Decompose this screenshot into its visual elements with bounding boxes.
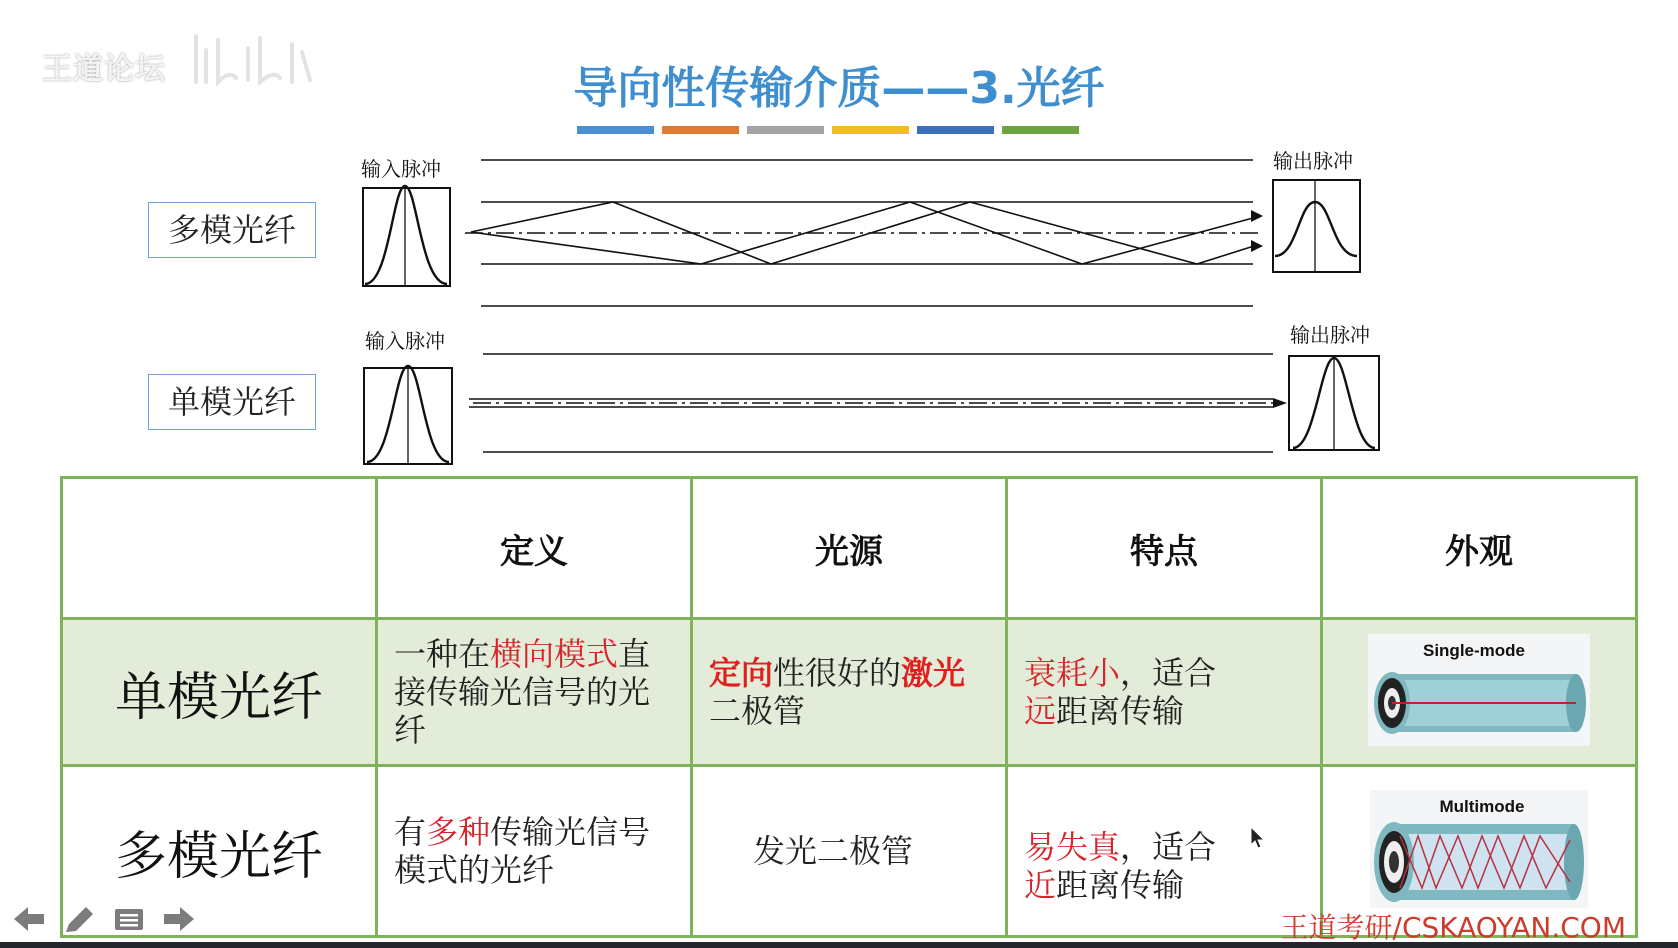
multimode-label: 多模光纤: [148, 202, 316, 258]
slide-navigation: [12, 904, 196, 934]
title-bar: [1002, 126, 1079, 134]
table-header-appearance: 外观: [1322, 478, 1637, 619]
bottom-strip: [0, 942, 1678, 948]
table-header-features: 特点: [1007, 478, 1322, 619]
singlemode-label: 单模光纤: [148, 374, 316, 430]
slide-title: 导向性传输介质——3.光纤: [573, 63, 1105, 114]
svg-text:Multimode: Multimode: [1439, 797, 1525, 816]
table-header-empty: [62, 478, 377, 619]
singlemode-input-label: 输入脉冲: [365, 329, 445, 353]
multimode-input-label: 输入脉冲: [361, 157, 441, 181]
title-bar: [577, 126, 654, 134]
pen-icon[interactable]: [62, 904, 96, 934]
title-color-bars: [577, 126, 1079, 134]
singlemode-definition: 一种在横向模式直接传输光信号的光纤: [377, 619, 692, 766]
multimode-diagram: [353, 146, 1371, 312]
arrow-left-icon[interactable]: [12, 904, 46, 934]
arrow-right-icon[interactable]: [162, 904, 196, 934]
singlemode-appearance: [1322, 619, 1637, 766]
multimode-output-label: 输出脉冲: [1273, 149, 1353, 173]
multimode-features: 易失真，适合 近距离传输: [1007, 766, 1322, 937]
singlemode-features: 衰耗小，适合 远距离传输: [1007, 619, 1322, 766]
singlemode-diagram: [353, 318, 1388, 470]
table-header-definition: 定义: [377, 478, 692, 619]
mouse-cursor-icon: [1250, 826, 1266, 850]
multimode-fiber-image: [1370, 790, 1588, 908]
title-bar: [747, 126, 824, 134]
fiber-comparison-table: [60, 476, 1638, 938]
singlemode-light-source: 定向性很好的激光二极管: [692, 619, 1007, 766]
table-header-light-source: 光源: [692, 478, 1007, 619]
title-bar: [917, 126, 994, 134]
menu-icon[interactable]: [112, 904, 146, 934]
footer-site: 王道考研/CSKAOYAN.COM: [1280, 911, 1626, 942]
watermark-text: 王道论坛: [42, 52, 166, 87]
title-bar: [832, 126, 909, 134]
multimode-definition: 有多种传输光信号模式的光纤: [377, 766, 692, 937]
singlemode-output-label: 输出脉冲: [1290, 323, 1370, 347]
table-header-row: [62, 478, 1637, 619]
row-name-multimode: 多模光纤: [62, 766, 377, 937]
svg-text:Single-mode: Single-mode: [1422, 641, 1526, 660]
table-row: [62, 619, 1637, 766]
singlemode-fiber-image: [1368, 634, 1590, 746]
row-name-singlemode: 单模光纤: [62, 619, 377, 766]
title-bar: [662, 126, 739, 134]
multimode-light-source: 发光二极管: [692, 766, 1007, 937]
